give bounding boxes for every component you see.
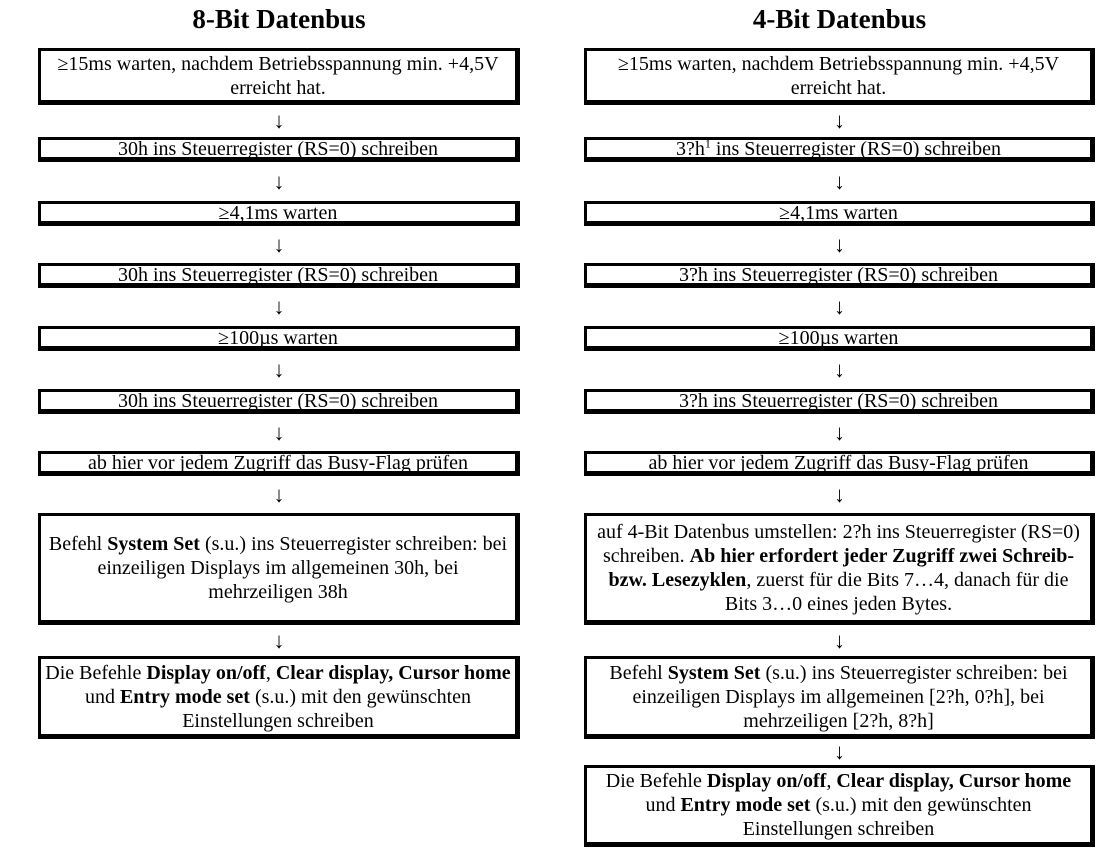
flow-step <box>584 389 1095 414</box>
text-run: ≥100µs warten <box>778 326 899 349</box>
flow-step <box>584 326 1095 351</box>
flow-arrow: ↓ <box>273 231 285 257</box>
text-run: Befehl <box>609 661 668 684</box>
flow-step <box>38 389 520 414</box>
bold-term: System Set <box>667 661 761 684</box>
bold-term: Display on/off <box>706 770 827 792</box>
text-run: 30h ins Steuerregister (RS=0) schreiben <box>117 263 439 286</box>
flow-arrow: ↓ <box>834 481 845 507</box>
flow-step-text <box>118 389 438 413</box>
text-run: (s.u.) mit den gewünschten Einstellungen schreiben <box>182 685 472 732</box>
flow-step <box>584 263 1095 288</box>
flow-step-text <box>219 201 338 225</box>
text-run: ≥15ms warten, nachdem Betriebsspannung min. +4,5V erreicht hat. <box>57 52 499 99</box>
text-run: und <box>645 794 681 816</box>
text-run: 3?h ins Steuerregister (RS=0) schreiben <box>679 263 998 286</box>
flow-step-text <box>779 326 899 350</box>
text-run: ins Steuerregister (RS=0) schreiben <box>710 137 1001 160</box>
text-run: Befehl <box>48 533 108 555</box>
flow-step <box>584 451 1095 476</box>
bold-term: Entry mode set <box>680 794 811 816</box>
text-run: 30h ins Steuerregister (RS=0) schreiben <box>117 137 439 160</box>
flow-arrow: ↓ <box>834 419 845 445</box>
flow-arrow: ↓ <box>834 739 845 764</box>
flow-step-text <box>779 201 898 225</box>
column-title-8bit: 8-Bit Datenbus <box>192 4 366 34</box>
flow-arrow: ↓ <box>834 294 845 319</box>
flow-step <box>38 326 520 351</box>
flow-step-text <box>591 520 1086 616</box>
flow-arrow: ↓ <box>834 231 845 257</box>
flow-step-text <box>45 661 511 733</box>
text-run: , <box>826 770 837 792</box>
text-run: (s.u.) ins Steuerregister schreiben: bei einzeiligen Displays im allgemeinen [2?h, 0?h], bei mehrzeiligen [2?h, 8?h] <box>632 661 1068 732</box>
flow-step-text <box>676 137 1001 161</box>
text-run: 3?h <box>676 137 705 160</box>
flow-step-text <box>218 326 338 350</box>
flow-step-text <box>679 263 998 287</box>
flowchart-4bit <box>584 0 1095 851</box>
text-run: (s.u.) mit den gewünschten Einstellungen schreiben <box>742 794 1032 840</box>
flow-arrow: ↓ <box>834 168 845 194</box>
text-run: ab hier vor jedem Zugriff das Busy-Flag prüfen <box>87 451 469 474</box>
flow-step <box>38 451 520 476</box>
flow-step <box>38 48 520 105</box>
text-run: Die Befehle <box>605 770 707 792</box>
flow-arrow: ↓ <box>273 357 285 382</box>
flow-arrow: ↓ <box>273 108 285 133</box>
flow-step <box>38 263 520 288</box>
flow-step-text <box>45 52 511 100</box>
flowchart-8bit <box>38 0 520 851</box>
text-run: (s.u.) ins Steuerregister schreiben: bei einzeiligen Displays im allgemeinen 30h, bei mehrzeiligen 38h <box>97 533 508 603</box>
text-run: , zuerst für die Bits 7…4, danach für die Bits 3…0 eines jeden Bytes. <box>724 569 1069 615</box>
flow-step <box>38 656 520 739</box>
text-run: ≥4,1ms warten <box>218 201 338 224</box>
text-run: 3?h ins Steuerregister (RS=0) schreiben <box>679 389 998 412</box>
flow-step <box>584 137 1095 162</box>
flow-step <box>38 513 520 625</box>
flow-step <box>584 765 1095 847</box>
text-run: ab hier vor jedem Zugriff das Busy-Flag prüfen <box>648 451 1029 474</box>
flow-step-text <box>88 451 468 475</box>
bold-term: System Set <box>107 533 200 555</box>
flow-arrow: ↓ <box>273 294 285 319</box>
text-run: Die Befehle <box>45 661 147 684</box>
text-run: , <box>265 661 276 684</box>
bold-term: Display on/off <box>146 661 266 684</box>
flow-step-text <box>679 389 998 413</box>
text-run: und <box>84 685 120 708</box>
flow-step-text <box>648 451 1028 475</box>
flow-step <box>38 201 520 226</box>
flow-step-text <box>45 532 511 604</box>
text-run: ≥100µs warten <box>218 326 338 349</box>
bold-term: Clear display, Cursor home <box>275 661 511 684</box>
flow-step-text <box>591 769 1086 841</box>
flow-arrow: ↓ <box>834 627 845 653</box>
bold-term: Ab hier erfordert jeder Zugriff zwei Schreib- bzw. Lesezyklen <box>608 545 1074 591</box>
bold-term: Clear display, Cursor home <box>836 770 1072 792</box>
flow-step <box>584 201 1095 226</box>
column-title-4bit: 4-Bit Datenbus <box>752 4 927 34</box>
text-run: ≥4,1ms warten <box>779 201 898 224</box>
text-run: auf 4-Bit Datenbus umstellen: 2?h ins Steuerregister (RS=0) schreiben. <box>597 521 1080 567</box>
flow-step-text <box>591 661 1086 733</box>
flow-arrow: ↓ <box>834 108 845 133</box>
flow-arrow: ↓ <box>273 168 285 194</box>
flow-step <box>584 48 1095 105</box>
text-run: 30h ins Steuerregister (RS=0) schreiben <box>117 389 439 412</box>
flow-step <box>38 137 520 162</box>
bold-term: Entry mode set <box>119 685 250 708</box>
flow-step <box>584 656 1095 739</box>
flow-step-text <box>118 263 438 287</box>
flow-step-text <box>118 137 438 161</box>
footnote-marker: 1 <box>704 135 711 150</box>
flow-step-text <box>591 52 1086 100</box>
text-run: ≥15ms warten, nachdem Betriebsspannung min. +4,5V erreicht hat. <box>617 52 1060 99</box>
flow-arrow: ↓ <box>834 357 845 382</box>
flow-arrow: ↓ <box>273 627 285 653</box>
flow-step <box>584 513 1095 625</box>
flow-arrow: ↓ <box>273 419 285 445</box>
flow-arrow: ↓ <box>273 481 285 507</box>
